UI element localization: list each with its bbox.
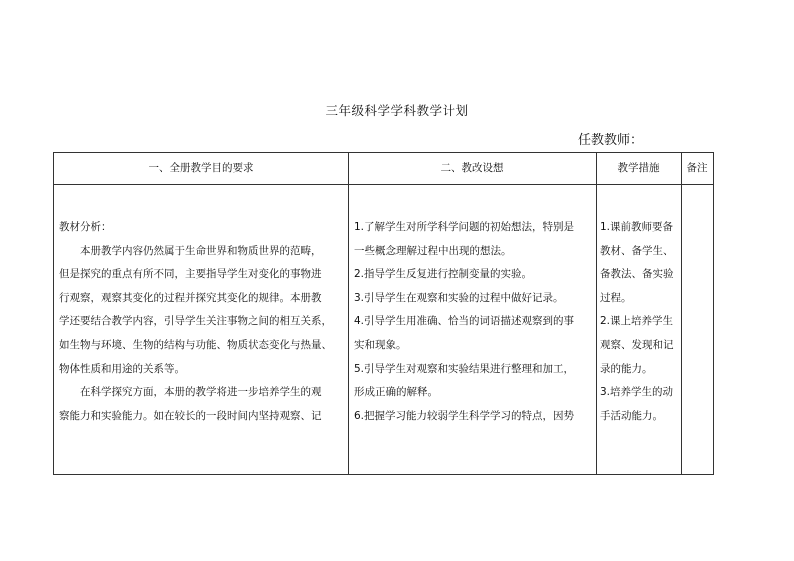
goals-cell xyxy=(59,216,347,428)
measures-line: 教材、备学生、 xyxy=(600,244,674,257)
reform-line: 6.把握学习能力较弱学生科学学习的特点，因势 xyxy=(354,409,575,422)
goals-line: 如生物与环境、生物的结构与功能、物质状态变化与热量、 xyxy=(59,338,332,351)
measures-line: 录的能力。 xyxy=(600,362,653,375)
reform-line: 2.指导学生反复进行控制变量的实验。 xyxy=(354,268,533,281)
header-goals: 一、全册教学目的要求 xyxy=(148,162,254,174)
goals-line: 在科学探究方面，本册的教学将进一步培养学生的观 xyxy=(80,386,322,399)
teacher-label: 任教教师： xyxy=(578,133,644,148)
goals-line: 物体性质和用途的关系等。 xyxy=(59,362,185,375)
reform-line: 1.了解学生对所学科学问题的初始想法，特别是 xyxy=(354,221,575,233)
reform-line: 实和现象。 xyxy=(354,338,407,351)
reform-cell xyxy=(354,216,594,428)
document-title: 三年级科学学科教学计划 xyxy=(325,103,469,118)
measures-line: 手活动能力。 xyxy=(600,409,663,422)
measures-line: 观察、发现和记 xyxy=(600,338,674,351)
header-divider xyxy=(54,184,713,185)
reform-line: 3.引导学生在观察和实验的过程中做好记录。 xyxy=(354,291,564,304)
goals-line: 行观察，观察其变化的过程并探究其变化的规律。本册教 xyxy=(59,291,322,304)
header-reform: 二、教改设想 xyxy=(440,162,504,174)
measures-cell xyxy=(600,216,680,428)
column-divider xyxy=(681,153,682,474)
column-divider xyxy=(596,153,597,474)
goals-line: 但是探究的重点有所不同，主要指导学生对变化的事物进 xyxy=(59,268,322,281)
column-divider xyxy=(348,153,349,474)
reform-line: 5.引导学生对观察和实验结果进行整理和加工， xyxy=(354,362,575,375)
measures-line: 1.课前教师要备 xyxy=(600,221,674,233)
reform-line: 一些概念理解过程中出现的想法。 xyxy=(354,244,512,257)
plan-table xyxy=(53,152,714,475)
header-measures: 教学措施 xyxy=(617,162,660,174)
goals-line: 教材分析： xyxy=(59,221,112,233)
measures-line: 2.课上培养学生 xyxy=(600,315,674,328)
measures-line: 备教法、备实验 xyxy=(600,268,674,281)
measures-line: 过程。 xyxy=(600,291,632,304)
goals-line: 察能力和实验能力。如在较长的一段时间内坚持观察、记 xyxy=(59,409,322,422)
measures-line: 3.培养学生的动 xyxy=(600,386,674,399)
goals-line: 学还要结合教学内容，引导学生关注事物之间的相互关系， xyxy=(59,315,332,328)
goals-line: 本册教学内容仍然属于生命世界和物质世界的范畴， xyxy=(80,244,322,257)
reform-line: 4.引导学生用准确、恰当的词语描述观察到的事 xyxy=(354,315,575,328)
header-remarks: 备注 xyxy=(686,162,708,174)
reform-line: 形成正确的解释。 xyxy=(354,386,438,399)
